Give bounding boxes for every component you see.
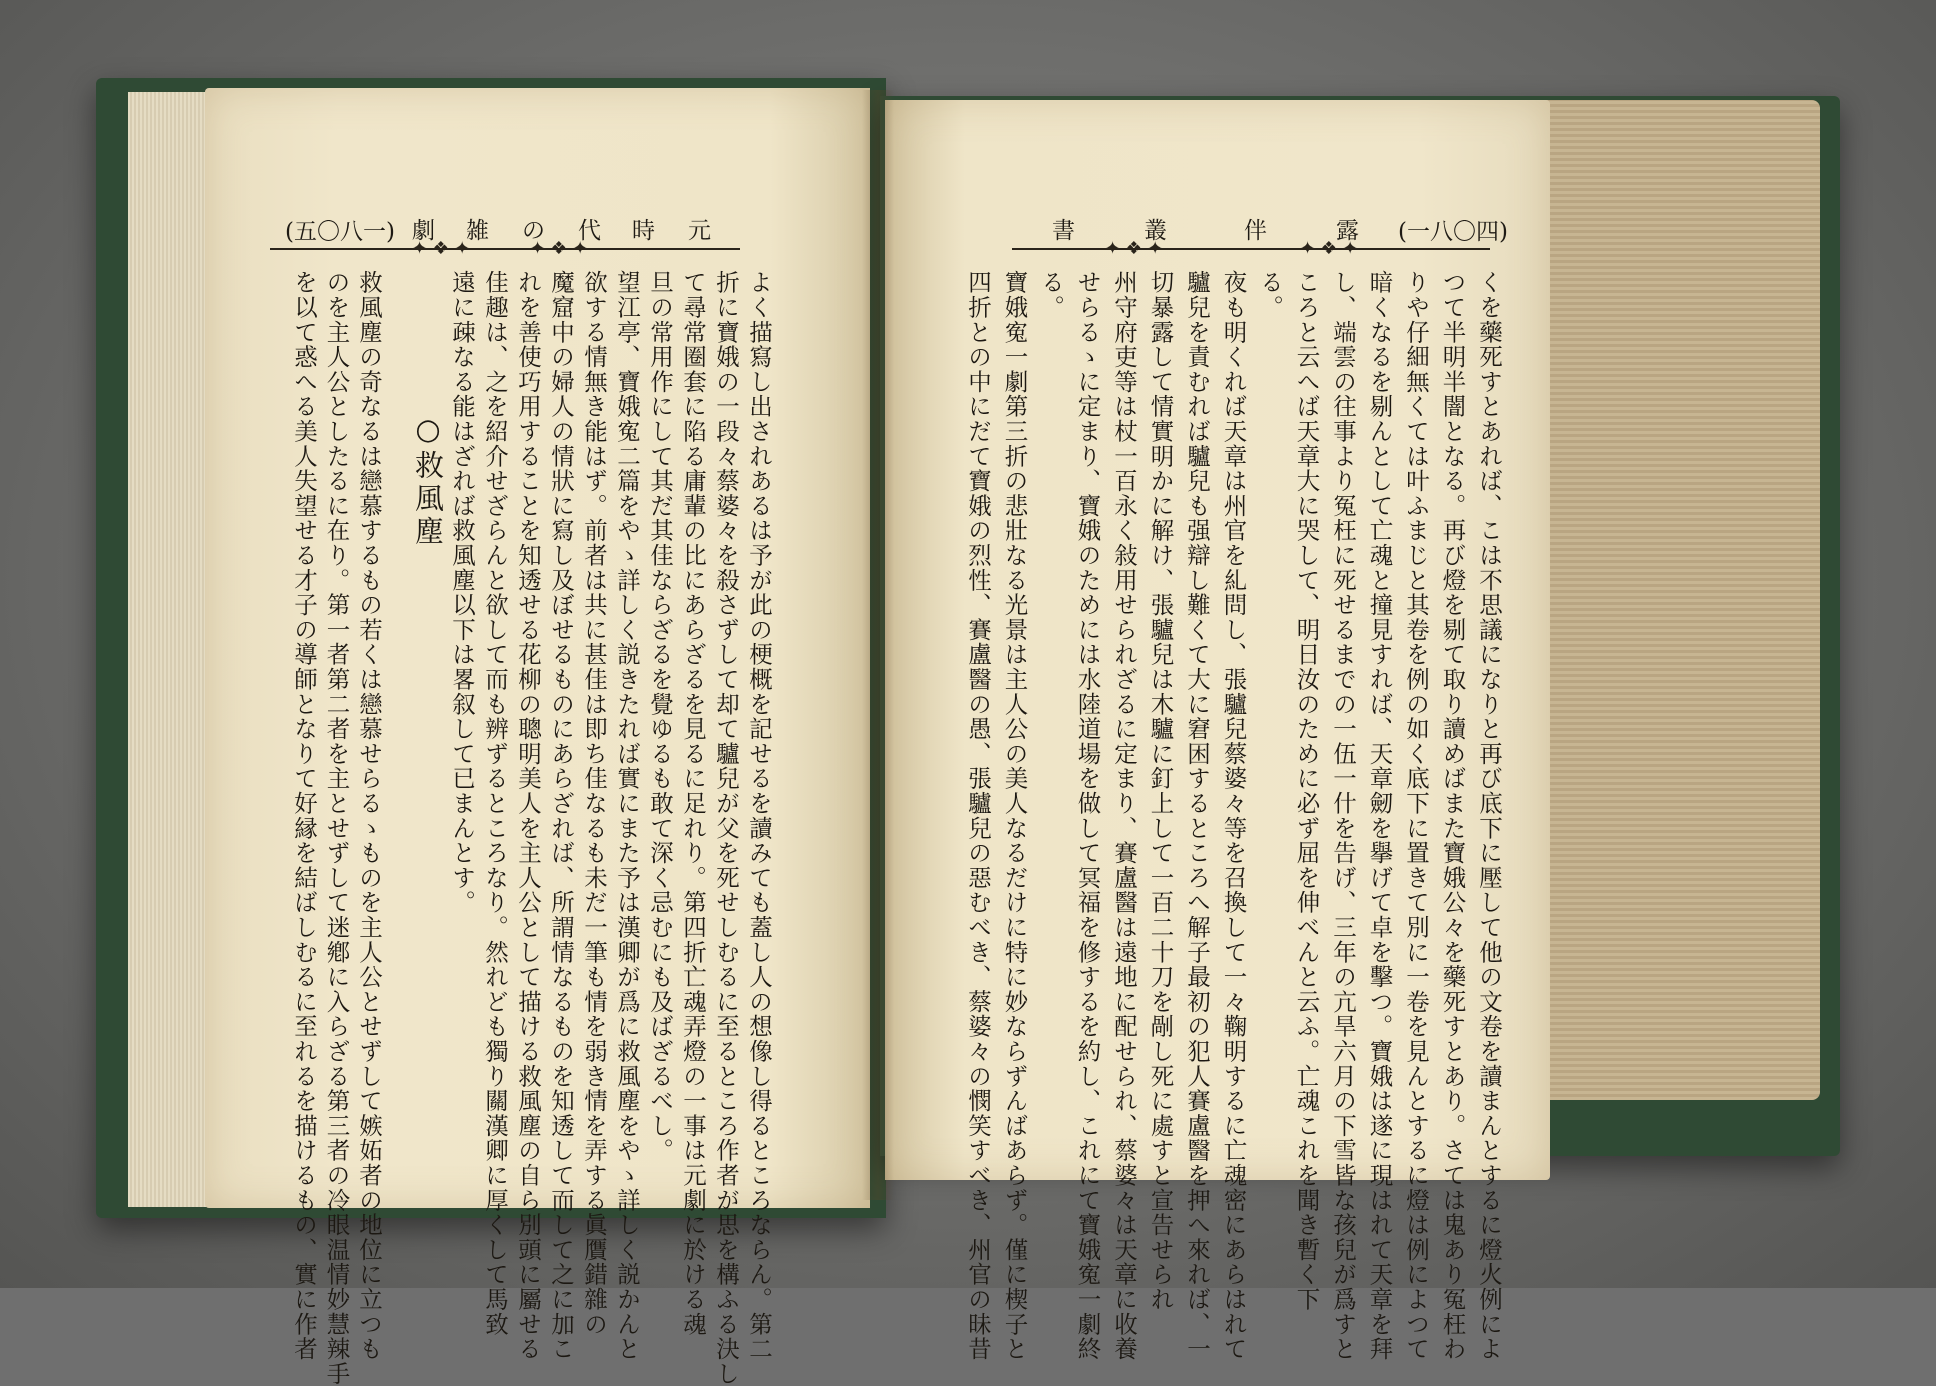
left-header-ornament: ✦ ❖ ✦: [412, 238, 470, 259]
left-header-rule: [270, 248, 740, 250]
text-column: 驢兒を責むれば驢兒も强辯し難くて大に窘困するところへ解子最初の犯人賽盧醫を押へ來れば、一: [1183, 270, 1211, 1362]
left-text-block-1: [448, 270, 773, 1386]
right-running-title-char-1: 露: [1336, 218, 1359, 244]
book-gutter: [862, 90, 894, 1200]
left-header-ornament-2: ✦ ❖ ✦: [530, 238, 588, 259]
left-running-title-char-4: の: [522, 218, 545, 244]
text-column: る。: [1037, 270, 1065, 320]
right-header-ornament: ✦ ❖ ✦: [1105, 238, 1163, 259]
section-heading: ○救風塵: [411, 412, 445, 549]
text-column: 州守府吏等は杖一百永く敍用せられざるに定まり、賽盧醫は遠地に配せられ、蔡婆々は天章に收養: [1110, 270, 1138, 1362]
text-column: れを善使巧用することを知透せる花柳の聰明美人を主人公として描ける救風塵の自ら別頭に屬せる: [514, 270, 542, 1362]
text-column: ころと云へば天章大に哭して、明日汝のために必ず屈を伸べんと云ふ。亡魂これを聞き暫く下: [1292, 270, 1321, 1312]
left-running-title-char-3: 代: [578, 218, 601, 244]
text-column: 旦の常用作にして其だ其佳ならざるを覺ゆるも敢て深く忌むにも及ばざるべし。: [646, 270, 674, 1163]
left-running-title-char-5: 雑: [466, 218, 489, 244]
text-column: る。: [1256, 270, 1284, 320]
text-column: 佳趣は、之を紹介せざらんと欲して而も辨ずるところなり。然れども獨り關漢卿に厚くして馬致: [481, 270, 509, 1337]
text-column: 遠に疎なる能はざれば救風塵以下は畧叙して已まんとす。: [448, 270, 476, 915]
text-column: りや仔細無くては叶ふまじと其卷を例の如く底下に置きて別に一卷を見んとするに燈は例によつて: [1402, 270, 1430, 1362]
text-column: つて半明半闇となる。再び燈を剔て取り讀めばまた寶娥公々を藥死すとあり。さては鬼あり冤枉わ: [1438, 270, 1467, 1362]
text-column: くを藥死すとあれば、こは不思議になりと再び底下に壓して他の文卷を讀まんとするに燈火例によ: [1475, 270, 1503, 1362]
text-column: 救風塵の奇なるは戀慕するもの若くは戀慕せらるゝものを主人公とせずして嫉妬者の地位に立つも: [355, 270, 383, 1362]
left-running-title-char-1: 元: [688, 218, 711, 244]
left-text-block-2: [270, 270, 383, 1386]
text-column: 折に寶娥の一段々蔡婆々を殺さずして却て驢兒が父を死せしむるに至るところ作者が思を構ふる決し: [712, 270, 740, 1386]
page-edges-right: [1545, 100, 1820, 1100]
text-column: よく描寫し出されあるは予が此の梗概を記せるを讀みても蓋し人の想像し得るところならん。第二: [745, 270, 773, 1362]
text-column: し、端雲の往事より冤枉に死せるまでの一伍一什を告げ、三年の亢旱六月の下雪皆な孩兒が爲すと: [1329, 270, 1357, 1362]
text-column: 暗くなるを剔んとして亡魂と撞見すれば、天章劒を擧げて卓を擊つ。寶娥は遂に現はれて天章を拜: [1365, 270, 1394, 1362]
text-column: 寶娥寃一劇第三折の悲壯なる光景は主人公の美人なるだけに特に妙ならずんばあらず。僅に楔子と: [1000, 270, 1029, 1362]
right-header-ornament-2: ✦ ❖ ✦: [1300, 238, 1358, 259]
right-text-block: [940, 270, 1503, 1362]
text-column: 四折との中にだて寶娥の烈性、賽盧醫の愚、張驢兒の惡むべき、蔡婆々の憫笑すべき、州官の昧昔: [964, 270, 992, 1362]
text-column: せらるゝに定まり、寶娥のためには水陸道場を做して冥福を修するを約し、これにて寶娥寃一劇終: [1073, 270, 1102, 1362]
text-column: て尋常圈套に陷る庸輩の比にあらざるを見るに足れり。第四折亡魂弄燈の一事は元劇に於ける魂: [679, 270, 707, 1337]
left-running-title-char-2: 時: [632, 218, 655, 244]
left-running-title-char-6: 劇: [412, 218, 435, 244]
text-column: 切暴露して情實明かに解け、張驢兒は木驢に釘上して一百二十刀を剮し死に處すと宣告せられ: [1146, 270, 1175, 1312]
right-header-rule: [1012, 248, 1490, 250]
text-column: のを主人公としたるに在り。第一者第二者を主とせずして迷鄕に入らざる第三者の冷眼温情妙慧辣手: [322, 270, 351, 1386]
text-column: 魔窟中の婦人の情狀に寫し及ぼせるものにあらざれば、所謂情なるものを知透して而して之に加こ: [547, 270, 575, 1362]
right-page-number: (一八〇四): [1398, 219, 1508, 245]
text-column: 欲する情無き能はず。前者は共に甚佳は即ち佳なるも未だ一筆も情を弱き情を弄する眞贋錯雜の: [580, 270, 608, 1337]
text-column: を以て惑へる美人失望せる才子の導師となりて好縁を結ばしむるに至れるを描けるもの、實に作者: [290, 270, 318, 1362]
left-page-number: (五〇八一): [285, 219, 395, 245]
right-running-title-char-2: 伴: [1244, 218, 1267, 244]
text-column: 夜も明くれば天章は州官を糺問し、張驢兒蔡婆々等を召換して一々鞠明するに亡魂密にあらはれて: [1219, 270, 1248, 1362]
text-column: 望江亭、寶娥寃二篇をやゝ詳しく説きたれば實にまた予は漢卿が爲に救風塵をやゝ詳しく説かんと: [613, 270, 641, 1362]
right-running-title-char-4: 書: [1052, 218, 1075, 244]
right-running-title-char-3: 叢: [1144, 218, 1167, 244]
